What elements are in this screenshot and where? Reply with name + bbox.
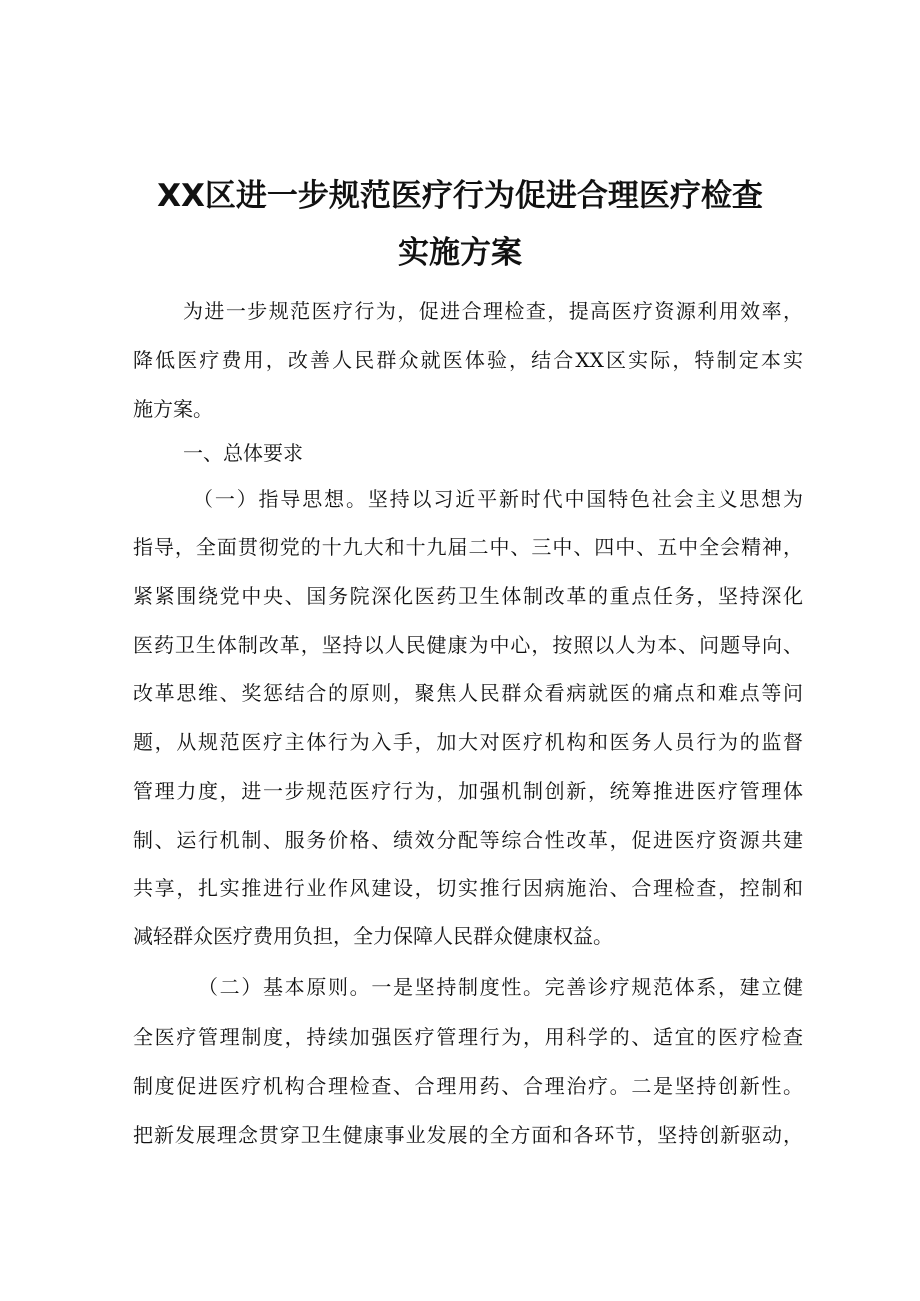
document-title-line-1: XX区进一步规范医疗行为促进合理医疗检查: [157, 178, 763, 214]
guiding-thought-line-1: （一）指导思想。坚持以习近平新时代中国特色社会主义思想为: [193, 487, 803, 511]
guiding-thought-line-4: 医药卫生体制改革，坚持以人民健康为中心，按照以人为本、问题导向、: [133, 633, 803, 657]
guiding-thought-line-7: 管理力度，进一步规范医疗行为，加强机制创新，统筹推进医疗管理体: [133, 779, 803, 803]
intro-line-1: 为进一步规范医疗行为，促进合理检查，提高医疗资源利用效率，: [183, 299, 803, 323]
guiding-thought-line-5: 改革思维、奖惩结合的原则，聚焦人民群众看病就医的痛点和难点等问: [133, 681, 803, 705]
guiding-thought-line-8: 制、运行机制、服务价格、绩效分配等综合性改革，促进医疗资源共建: [133, 828, 803, 852]
basic-principles-line-2: 全医疗管理制度，持续加强医疗管理行为，用科学的、适宜的医疗检查: [133, 1025, 803, 1049]
basic-principles-line-1: （二）基本原则。一是坚持制度性。完善诊疗规范体系，建立健: [198, 975, 803, 999]
basic-principles-line-4: 把新发展理念贯穿卫生健康事业发展的全方面和各环节，坚持创新驱动，: [133, 1123, 803, 1147]
guiding-thought-line-3: 紧紧围绕党中央、国务院深化医药卫生体制改革的重点任务，坚持深化: [133, 584, 803, 608]
guiding-thought-line-2: 指导，全面贯彻党的十九大和十九届二中、三中、四中、五中全会精神，: [133, 535, 803, 559]
intro-line-2: 降低医疗费用，改善人民群众就医体验，结合XX区实际，特制定本实: [133, 348, 803, 372]
guiding-thought-line-10: 减轻群众医疗费用负担，全力保障人民群众健康权益。: [133, 924, 613, 948]
guiding-thought-line-6: 题，从规范医疗主体行为入手，加大对医疗机构和医务人员行为的监督: [133, 730, 803, 754]
basic-principles-line-3: 制度促进医疗机构合理检查、合理用药、合理治疗。二是坚持创新性。: [133, 1074, 803, 1098]
guiding-thought-line-9: 共享，扎实推进行业作风建设，切实推行因病施治、合理检查，控制和: [133, 876, 803, 900]
intro-line-3: 施方案。: [133, 397, 213, 421]
section-heading-overall-requirements: 一、总体要求: [183, 441, 303, 465]
document-title-line-2: 实施方案: [398, 235, 522, 271]
